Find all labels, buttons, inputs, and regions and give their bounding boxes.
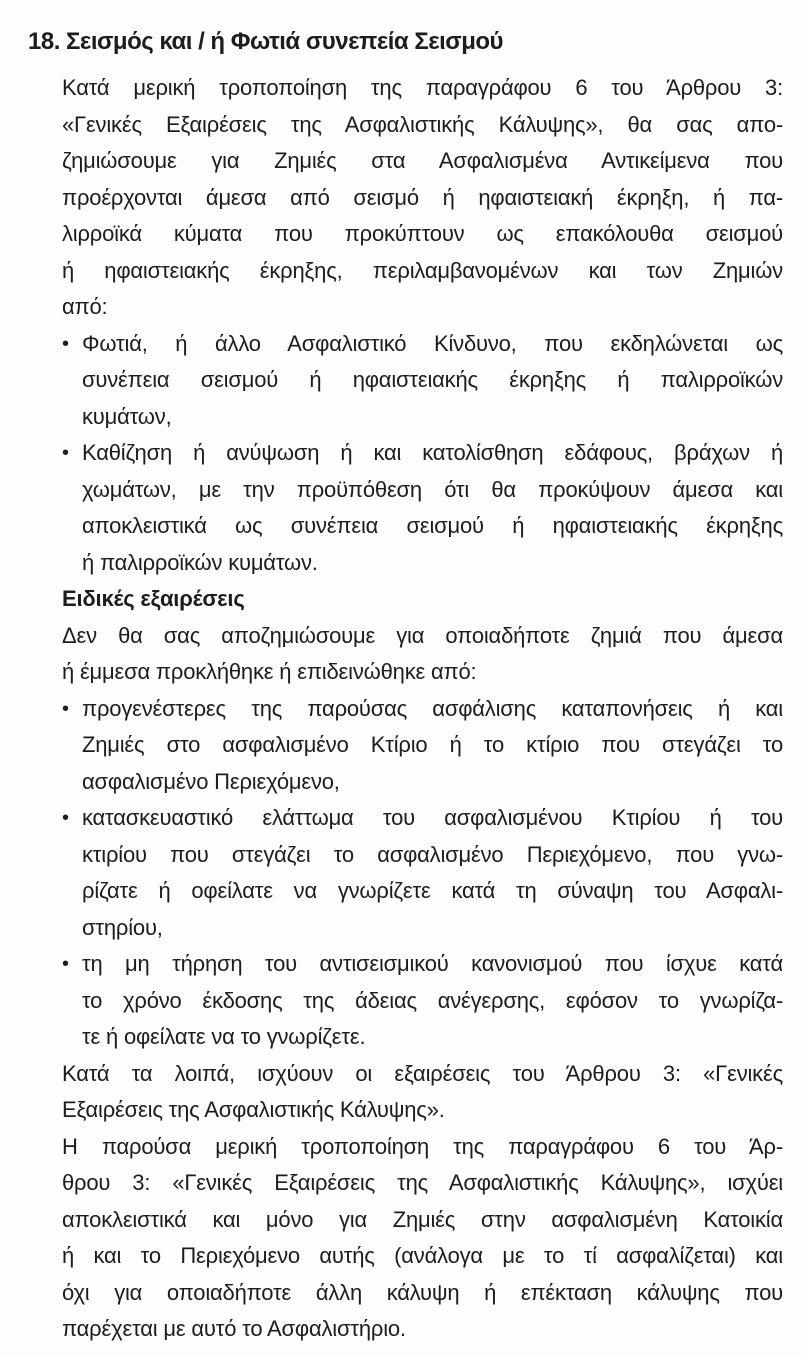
bullet-item-line: αποκλειστικά ως συνέπεια σεισμού ή ηφαιστειακής έκρηξης (82, 513, 783, 538)
subsection-heading: Ειδικές εξαιρέσεις (62, 586, 245, 611)
bullet-icon: • (62, 697, 69, 720)
bullet-icon: • (62, 332, 69, 355)
paragraph-line: παρέχεται με αυτό το Ασφαλιστήριο. (62, 1316, 406, 1341)
bullet-item-line: κυμάτων, (82, 403, 172, 429)
paragraph-line: από: (62, 294, 108, 319)
bullet-item-line: κτιρίου που στεγάζει το ασφαλισμένο Περιεχόμενο, που γνω- (82, 841, 783, 867)
paragraph-line: Κατά μερική τροποποίηση της παραγράφου 6 του Άρθρου 3: (62, 75, 783, 100)
bullet-icon: • (62, 442, 69, 464)
bullet-item-line: χωμάτων, με την προϋπόθεση ότι θα προκύψουν άμεσα και (82, 476, 783, 502)
bullet-item-line: Φωτιά, ή άλλο Ασφαλιστικό Κίνδυνο, που εκδηλώνεται ως (82, 330, 783, 356)
paragraph-line: Κατά τα λοιπά, ισχύουν οι εξαιρέσεις του Άρθρου 3: «Γενικές (62, 1060, 783, 1086)
bullet-item-line: το χρόνο έκδοσης της άδειας ανέγερσης, εφόσον το γνωρίζα- (82, 987, 783, 1013)
bullet-item-line: ρίζατε ή οφείλατε να γνωρίζετε κατά τη σύναψη του Ασφαλι- (82, 878, 783, 903)
bullet-item-line: τε ή οφείλατε να το γνωρίζετε. (82, 1024, 366, 1049)
bullet-item-line: συνέπεια σεισμού ή ηφαιστειακής έκρηξης ή παλιρροϊκών (82, 367, 783, 392)
bullet-item-line: προγενέστερες της παρούσας ασφάλισης καταπονήσεις ή και (82, 695, 783, 721)
paragraph-line: όχι για οποιαδήποτε άλλη κάλυψη ή επέκταση κάλυψης που (62, 1279, 783, 1305)
paragraph-line: θρου 3: «Γενικές Εξαιρέσεις της Ασφαλιστικής Κάλυψης», ισχύει (62, 1170, 783, 1195)
bullet-item-line: ή παλιρροϊκών κυμάτων. (82, 549, 318, 575)
bullet-icon: • (62, 807, 69, 829)
paragraph-line: Δεν θα σας αποζημιώσουμε για οποιαδήποτε ζημιά που άμεσα (62, 622, 783, 648)
paragraph-line: «Γενικές Εξαιρέσεις της Ασφαλιστικής Κάλυψης», θα σας απο- (62, 111, 783, 137)
bullet-item-line: κατασκευαστικό ελάττωμα του ασφαλισμένου Κτιρίου ή του (82, 805, 783, 830)
paragraph-line: ή έμμεσα προκλήθηκε ή επιδεινώθηκε από: (62, 659, 477, 684)
bullet-item-line: τη μη τήρηση του αντισεισμικού κανονισμού που ίσχυε κατά (82, 951, 783, 976)
paragraph-line: προέρχονται άμεσα από σεισμό ή ηφαιστειακή έκρηξη, ή πα- (62, 184, 783, 210)
paragraph-line: αποκλειστικά και μόνο για Ζημιές στην ασφαλισμένη Κατοικία (62, 1206, 783, 1232)
paragraph-line: Εξαιρέσεις της Ασφαλιστικής Κάλυψης». (62, 1097, 445, 1122)
paragraph-line: λιρροϊκά κύματα που προκύπτουν ως επακόλουθα σεισμού (62, 221, 783, 246)
paragraph-line: ή και το Περιεχόμενο αυτής (ανάλογα με το τί ασφαλίζεται) και (62, 1243, 783, 1268)
section-heading: 18. Σεισμός και / ή Φωτιά συνεπεία Σεισμού (28, 28, 504, 55)
bullet-icon: • (62, 953, 69, 975)
bullet-item-line: στηρίου, (82, 914, 163, 940)
paragraph-line: Η παρούσα μερική τροποποίηση της παραγράφου 6 του Άρ- (62, 1133, 783, 1159)
paragraph-line: ή ηφαιστειακής έκρηξης, περιλαμβανομένων και των Ζημιών (62, 257, 783, 283)
bullet-item-line: ασφαλισμένο Περιεχόμενο, (82, 768, 340, 794)
bullet-item-line: Καθίζηση ή ανύψωση ή και κατολίσθηση εδάφους, βράχων ή (82, 440, 783, 465)
bullet-item-line: Ζημιές στο ασφαλισμένο Κτίριο ή το κτίριο που στεγάζει το (82, 732, 783, 757)
paragraph-line: ζημιώσουμε για Ζημιές στα Ασφαλισμένα Αντικείμενα που (62, 148, 783, 173)
